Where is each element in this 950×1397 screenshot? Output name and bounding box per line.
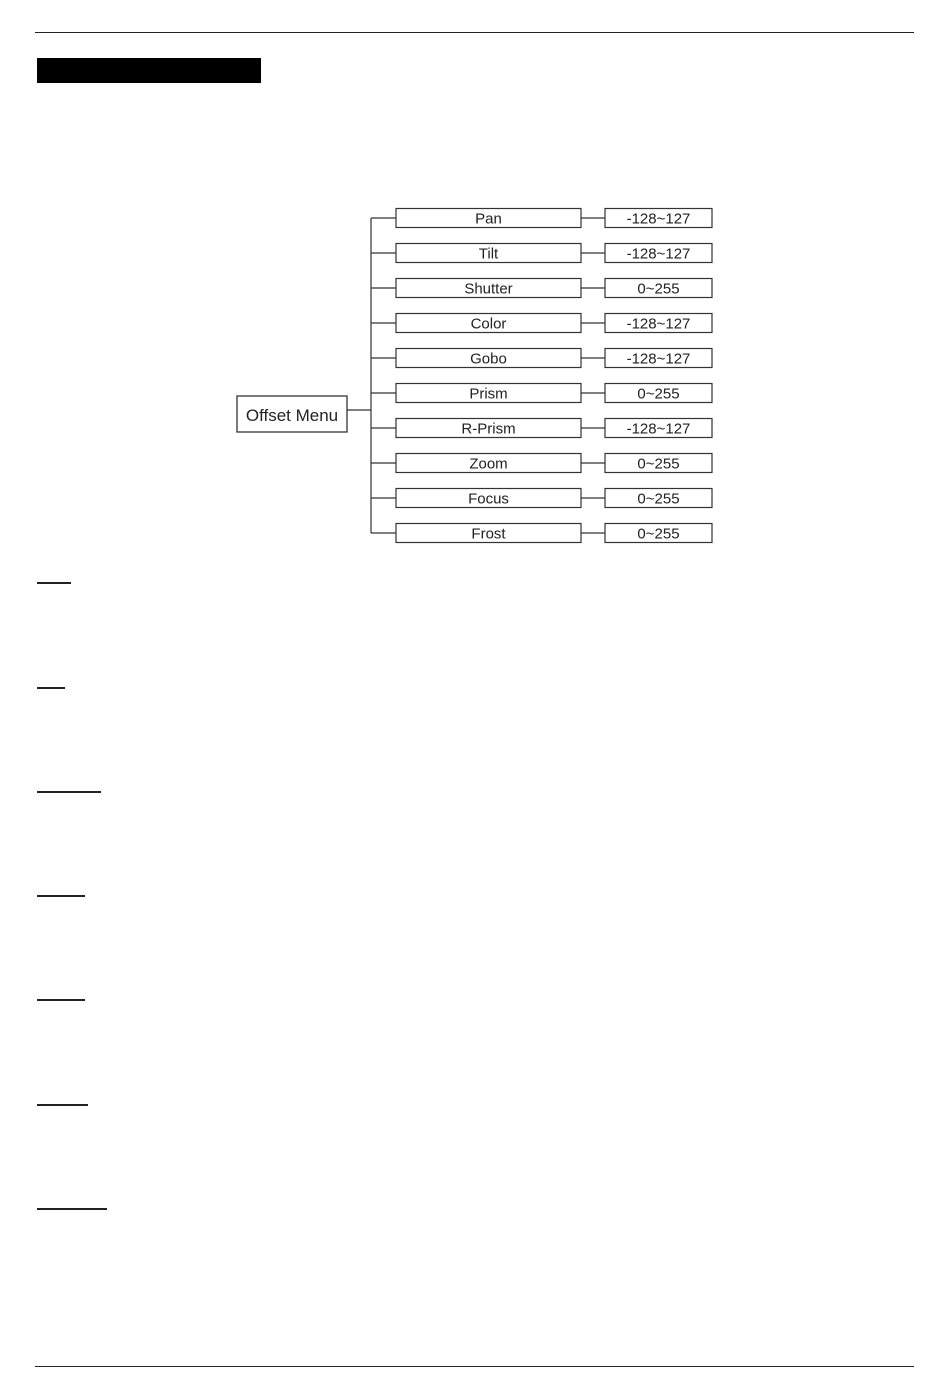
tree-connectors: [347, 218, 605, 533]
menu-item-label-gobo: Gobo: [470, 350, 507, 368]
menu-item-label-r-prism: R-Prism: [461, 420, 516, 438]
menu-item-r-prism: [396, 419, 712, 438]
section-heading-underline-prism: [37, 1104, 88, 1106]
menu-item-label-tilt: Tilt: [478, 245, 499, 263]
range-value-shutter: 0~255: [637, 280, 680, 298]
root-node: [237, 396, 347, 432]
menu-item-label-focus: Focus: [468, 490, 509, 508]
range-value-prism: 0~255: [637, 385, 680, 403]
section-heading-underline-rprism: [37, 1208, 107, 1210]
root-node-label: Offset Menu: [245, 406, 339, 425]
menu-item-focus: [396, 489, 712, 508]
menu-item-frost: [396, 524, 712, 543]
menu-item-zoom: [396, 454, 712, 473]
menu-item-label-prism: Prism: [469, 385, 508, 403]
menu-item-pan: [396, 209, 712, 228]
menu-item-label-pan: Pan: [475, 210, 502, 228]
menu-item-color: [396, 314, 712, 333]
section-heading-underline-tilt: [37, 687, 65, 689]
menu-item-gobo: [396, 349, 712, 368]
menu-item-label-color: Color: [470, 315, 507, 333]
range-value-r-prism: -128~127: [626, 420, 691, 438]
range-value-frost: 0~255: [637, 525, 680, 543]
menu-item-prism: [396, 384, 712, 403]
range-value-pan: -128~127: [626, 210, 691, 228]
menu-item-label-shutter: Shutter: [464, 280, 513, 298]
footer-rule: [35, 1366, 914, 1367]
range-value-color: -128~127: [626, 315, 691, 333]
section-heading-underline-shutter: [37, 791, 101, 793]
menu-item-tilt: [396, 244, 712, 263]
section-heading-underline-color: [37, 895, 85, 897]
menu-item-label-frost: Frost: [471, 525, 506, 543]
menu-item-label-zoom: Zoom: [469, 455, 508, 473]
range-value-focus: 0~255: [637, 490, 680, 508]
range-value-zoom: 0~255: [637, 455, 680, 473]
menu-item-shutter: [396, 279, 712, 298]
section-heading-underline-pan: [37, 582, 71, 584]
range-value-tilt: -128~127: [626, 245, 691, 263]
range-value-gobo: -128~127: [626, 350, 691, 368]
menu-item-nodes: [396, 209, 712, 543]
section-heading-underline-gobo: [37, 999, 85, 1001]
